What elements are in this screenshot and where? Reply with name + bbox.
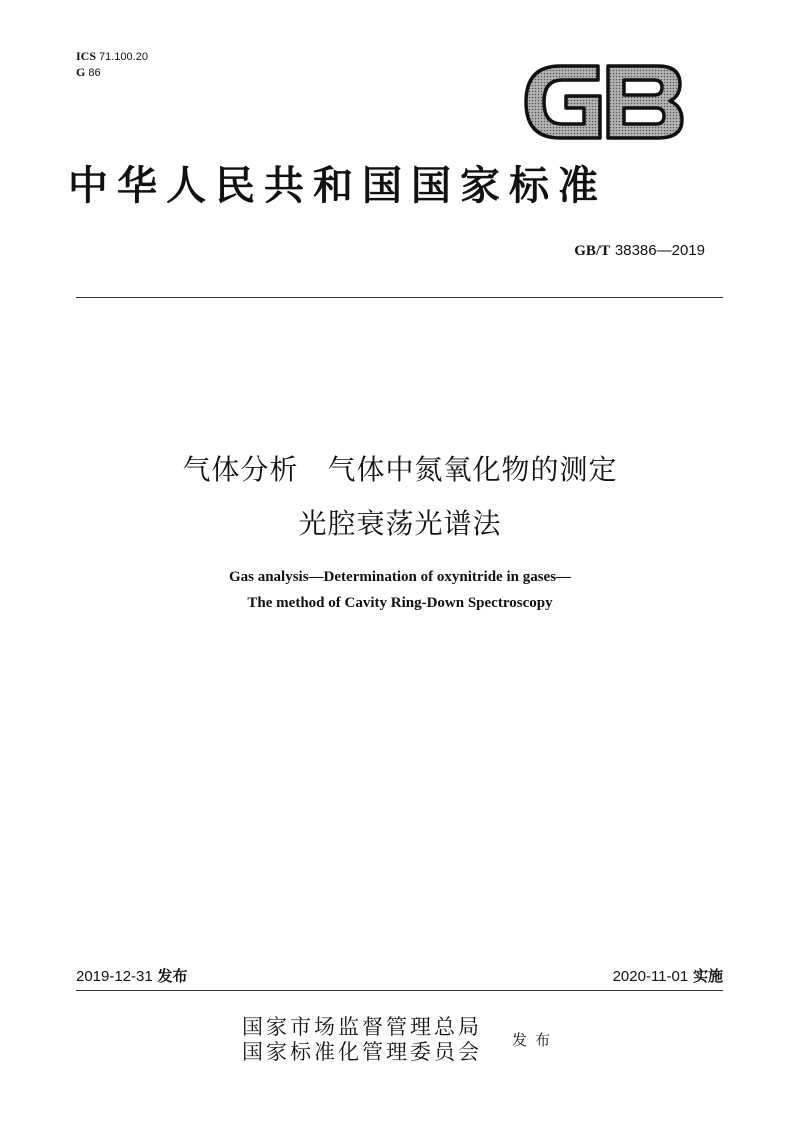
issue-date-value: 2019-12-31 — [76, 968, 153, 985]
implementation-date-label: 实施 — [692, 967, 723, 985]
ccs-value: 86 — [88, 67, 101, 79]
standard-number-value: 38386—2019 — [614, 242, 705, 259]
gb-logo — [522, 60, 684, 144]
ccs-label: G — [76, 65, 86, 79]
english-title-line-2: The method of Cavity Ring-Down Spectroscopy — [247, 595, 553, 611]
issuer-line-1: 国家市场监督管理总局 — [242, 1015, 482, 1039]
standard-number — [574, 241, 705, 260]
chinese-title-line-2: 光腔衰荡光谱法 — [298, 507, 502, 540]
ccs-code — [76, 65, 148, 81]
english-title-line-1: Gas analysis—Determination of oxynitride in gases— — [228, 569, 572, 585]
issuer-action: 发布 — [512, 1031, 559, 1049]
standard-number-prefix: GB/T — [574, 243, 611, 259]
ics-code — [76, 49, 148, 65]
ics-label: ICS — [76, 49, 97, 63]
chinese-title-line-1: 气体分析 气体中氮氧化物的测定 — [182, 453, 618, 486]
top-divider — [76, 297, 723, 298]
implementation-date — [613, 965, 723, 986]
classification-codes — [76, 49, 148, 81]
national-standard-title: 中华人民共和国国家标准 — [68, 162, 607, 209]
issuer-line-2: 国家标准化管理委员会 — [242, 1040, 482, 1064]
issue-date — [76, 965, 188, 986]
implementation-date-value: 2020-11-01 — [612, 968, 689, 985]
bottom-divider — [76, 990, 723, 991]
issue-date-label: 发布 — [157, 967, 188, 985]
ics-value: 71.100.20 — [99, 51, 148, 63]
